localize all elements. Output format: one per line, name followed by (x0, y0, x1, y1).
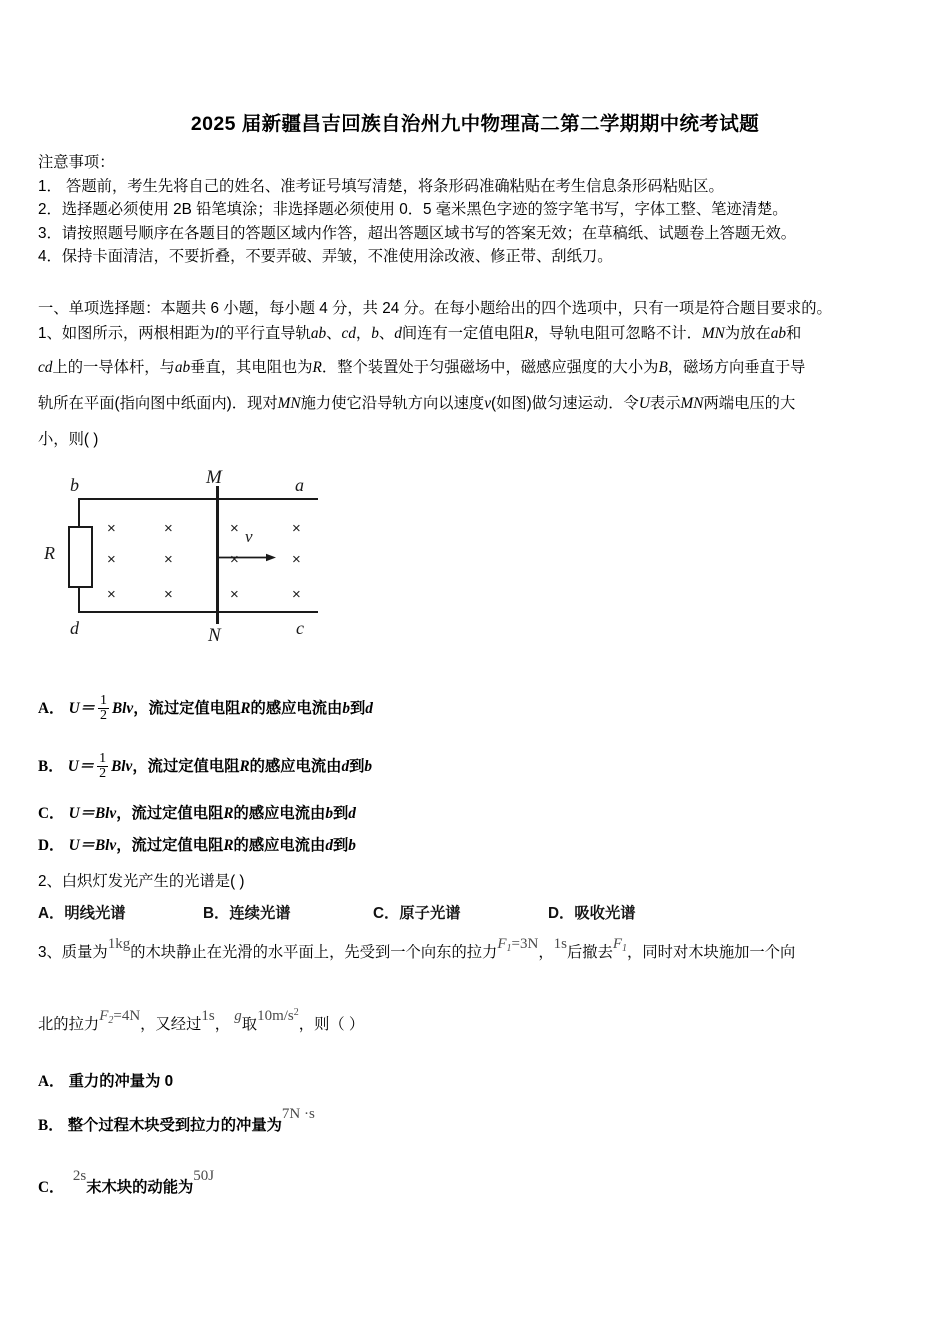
q3-F1-symbol: F (497, 936, 507, 952)
q3-g-value: 10m/s (257, 1008, 294, 1024)
figure-label-d: d (70, 618, 79, 638)
field-cross-icon: × (292, 551, 301, 568)
q1-t1: 如图所示，两根相距为 (61, 325, 215, 342)
q1-t3: 、 (326, 325, 342, 342)
opt-a-sym-R: R (240, 699, 251, 717)
q3-F2-subscript: 2 (108, 1015, 114, 1026)
question-1-stem-line-1 (38, 322, 801, 345)
q3-F1-value: =3N (511, 936, 539, 952)
notice-item-4: 4．保持卡面清洁，不要折叠，不要弄破、弄皱，不准使用涂改液、修正带、刮纸刀。 (38, 248, 613, 265)
question-3-option-c[interactable] (38, 1168, 215, 1197)
field-cross-icon: × (230, 520, 239, 537)
q1-sym-cd: cd (341, 325, 356, 342)
q1-sym-ab: ab (310, 325, 327, 342)
question-1-number: 1、 (38, 325, 62, 342)
opt-d-t3: 到 (332, 837, 349, 854)
q3-opt-a-label: A． (38, 1073, 65, 1090)
q1c-t2: 施力使它沿导轨方向以速度 (300, 395, 485, 412)
question-3-option-a[interactable] (38, 1069, 173, 1091)
q3-force1-expr (497, 936, 538, 952)
opt-a-eq-lhs: U＝ (68, 699, 95, 717)
field-cross-icon: × (230, 551, 239, 568)
notice-item-2: 2．选择题必须使用 2B 铅笔填涂；非选择题必须使用 0．5 毫米黑色字迹的签字笔书写，字体工整、笔迹清楚。 (38, 201, 788, 218)
question-1-stem-line-3 (38, 392, 795, 415)
fraction-denominator: 2 (99, 708, 107, 724)
fraction-one-half (97, 752, 108, 782)
q3-opt-a-text: 重力的冲量为 0 (68, 1073, 174, 1090)
q3-force1b-expr (613, 936, 627, 952)
question-3-option-b[interactable] (38, 1106, 315, 1135)
q1c-t5: 两端电压的大 (703, 395, 796, 412)
q1-sym-b: b (371, 325, 379, 342)
field-cross-icon: × (292, 586, 301, 603)
notice-block (38, 151, 918, 269)
option-b-label: B． (38, 757, 64, 775)
figure-label-v: v (245, 527, 253, 546)
q1b-sym-ab: ab (174, 359, 191, 376)
opt-b-from: d (341, 757, 350, 775)
opt-c-sym-R: R (223, 805, 234, 822)
question-2-option-b[interactable] (203, 901, 373, 923)
q3-time2-value: 1s (201, 1008, 215, 1024)
q3b-t4: 取 (241, 1016, 258, 1033)
opt-c-t1: ，流过定值电阻 (116, 805, 224, 822)
question-2-stem: 2、白炽灯发光产生的光谱是( ) (38, 873, 245, 890)
option-d-label: D． (38, 837, 65, 854)
q1c-sym-U: U (638, 395, 650, 412)
question-3-stem-line-2 (38, 1007, 365, 1038)
q1-t7: ，导轨电阻可忽略不计． (533, 325, 702, 342)
q2-opt-a-text: 明线光谱 (64, 905, 126, 922)
question-1-stem-line-2 (38, 356, 805, 379)
question-1-stem-line-4: 小，则( ) (38, 431, 99, 448)
notice-heading: 注意事项： (38, 154, 115, 171)
opt-d-from: d (325, 837, 333, 854)
q1b-sym-cd: cd (38, 359, 53, 376)
q1-sym-R: R (524, 325, 534, 342)
opt-b-t3: 到 (349, 757, 365, 775)
q1c-sym-MN2: MN (680, 395, 704, 412)
fraction-one-half (98, 694, 109, 724)
question-2-option-a[interactable] (38, 901, 203, 923)
q1-t9: 和 (786, 325, 802, 342)
q3b-t1: 北的拉力 (38, 1016, 100, 1033)
velocity-arrow-icon (216, 553, 276, 562)
q2-opt-b-text: 连续光谱 (229, 905, 291, 922)
figure-label-n: N (208, 625, 221, 646)
q1-sym-MN: MN (701, 325, 725, 342)
q1c-t4: 表示 (649, 395, 681, 412)
q1-t8: 为放在 (724, 325, 771, 342)
q3-mass-value: 1kg (107, 936, 131, 952)
field-cross-icon: × (230, 586, 239, 603)
field-cross-icon: × (164, 586, 173, 603)
opt-d-t1: ，流过定值电阻 (116, 837, 224, 854)
figure-label-c: c (296, 618, 304, 638)
q3-g-symbol: g (234, 1008, 242, 1024)
q1c-sym-v: v (484, 395, 491, 412)
rail-bottom-line (78, 611, 318, 613)
q1b-t2: 垂直，其电阻也为 (190, 359, 313, 376)
rail-top-line (78, 498, 318, 500)
question-3-stem-line-1 (38, 936, 796, 966)
opt-c-t2: 的感应电流由 (233, 805, 326, 822)
opt-d-eq-lhs: U＝ (68, 837, 95, 854)
fraction-numerator: 1 (99, 751, 107, 766)
q3-F1b-symbol: F (612, 936, 623, 952)
q2-opt-a-label: A． (38, 905, 65, 922)
question-2-option-d[interactable] (548, 901, 636, 923)
q3-t5: ，同时对木块施加一个向 (627, 944, 796, 961)
question-1-option-b[interactable] (38, 752, 372, 782)
opt-b-t2: 的感应电流由 (249, 757, 342, 775)
question-1-option-d[interactable] (38, 833, 356, 855)
opt-b-eq-lhs: U＝ (67, 757, 95, 775)
option-c-label: C． (38, 805, 65, 822)
q1-sym-l: l (214, 325, 220, 342)
opt-d-t2: 的感应电流由 (233, 837, 326, 854)
q2-opt-d-label: D． (548, 905, 575, 922)
opt-a-t3: 到 (349, 699, 366, 717)
q1-t6: 间连有一定值电阻 (401, 325, 525, 342)
opt-c-to: d (348, 805, 356, 822)
q3-F2-symbol: F (99, 1008, 109, 1024)
q3b-t5: ，则（ ） (298, 1016, 365, 1033)
q1b-sym-R: R (312, 359, 322, 376)
opt-b-t1: ，流过定值电阻 (132, 757, 240, 775)
figure-label-r: R (44, 543, 55, 563)
q3-opt-b-label: B． (38, 1117, 64, 1134)
q2-opt-d-text: 吸收光谱 (574, 905, 636, 922)
field-cross-icon: × (292, 520, 301, 537)
q3-F1b-subscript: 1 (622, 943, 628, 954)
opt-c-from: b (325, 805, 333, 822)
notice-item-3: 3．请按照题号顺序在各题目的答题区域内作答，超出答题区域书写的答案无效；在草稿纸、试题卷上答题无效。 (38, 224, 797, 242)
q1b-t4: ，磁场方向垂直于导 (667, 359, 806, 376)
q3-t2: 的木块静止在光滑的水平面上，先受到一个向东的拉力 (130, 944, 498, 961)
q1c-t3: (如图)做匀速运动．令 (490, 395, 639, 412)
field-cross-icon: × (107, 520, 116, 537)
q3b-t3: ， (214, 1016, 231, 1033)
fraction-numerator: 1 (99, 693, 107, 708)
opt-a-t1: ，流过定值电阻 (133, 699, 241, 717)
fraction-denominator: 2 (99, 766, 107, 782)
q3-opt-b-text: 整个过程木块受到拉力的冲量为 (67, 1117, 282, 1134)
q3-opt-c-energy-value: 50J (193, 1168, 215, 1184)
opt-b-sym-R: R (239, 757, 250, 775)
question-1-figure (40, 465, 370, 657)
field-cross-icon: × (164, 520, 173, 537)
q3-opt-c-text: 末木块的动能为 (86, 1179, 194, 1196)
field-cross-icon: × (164, 551, 173, 568)
q3-opt-c-label: C． (38, 1179, 65, 1196)
q1-t5: 、 (378, 325, 395, 342)
q1c-sym-MN: MN (277, 395, 301, 412)
opt-d-sym-R: R (223, 837, 234, 854)
q3-t1: 3、质量为 (38, 944, 108, 961)
question-2-option-c[interactable] (373, 901, 548, 923)
q3-t4: 后撤去 (566, 944, 613, 961)
opt-a-t2: 的感应电流由 (250, 699, 343, 717)
notice-item-1: 1． 答题前，考生先将自己的姓名、准考证号填写清楚，将条形码准确粘贴在考生信息条形码粘贴区。 (38, 177, 724, 195)
q1b-t1: 上的一导体杆，与 (52, 359, 175, 376)
q3-opt-b-impulse-value: 7N ·s (281, 1106, 315, 1122)
q1-sym-d: d (394, 325, 402, 342)
resistor-symbol (68, 526, 93, 588)
q3-F1-subscript: 1 (506, 943, 512, 954)
opt-a-to: d (365, 699, 373, 717)
opt-c-eq-rhs: Blv (94, 805, 117, 822)
q3-t3: ， (538, 944, 554, 961)
q2-opt-b-label: B． (203, 905, 230, 922)
q3-g-exponent: 2 (293, 1007, 299, 1018)
field-cross-icon: × (107, 586, 116, 603)
figure-label-b: b (70, 475, 79, 495)
field-cross-icon: × (107, 551, 116, 568)
q1-sym-ab2: ab (770, 325, 787, 342)
opt-a-eq-rhs: Blv (111, 699, 134, 717)
q3-opt-c-time-value: 2s (72, 1168, 87, 1184)
q2-opt-c-text: 原子光谱 (399, 905, 461, 922)
page-title: 2025 届新疆昌吉回族自治州九中物理高二第二学期期中统考试题 (190, 113, 760, 135)
opt-d-eq-rhs: Blv (94, 837, 117, 854)
q3-F2-value: =4N (113, 1008, 141, 1024)
q1c-t1: 轨所在平面(指向图中纸面内)．现对 (38, 395, 278, 412)
section-heading: 一、单项选择题：本题共 6 小题，每小题 4 分，共 24 分。在每小题给出的四个选项中，只有一项是符合题目要求的。 (38, 300, 832, 317)
question-1-option-c[interactable] (38, 801, 356, 823)
q1-t4: ， (355, 325, 372, 342)
opt-d-to: b (348, 837, 356, 854)
figure-label-a: a (295, 475, 304, 495)
q2-opt-c-label: C． (373, 905, 400, 922)
opt-c-eq-lhs: U＝ (68, 805, 95, 822)
q1-t2: 的平行直导轨 (219, 325, 311, 342)
q3-time1-value: 1s (553, 936, 567, 952)
question-2-options (38, 901, 636, 923)
q3b-t2: ，又经过 (140, 1016, 202, 1033)
figure-label-m: M (206, 467, 222, 488)
q3-g-value-expr (257, 1008, 299, 1024)
q1b-sym-B: B (658, 359, 668, 376)
question-1-option-a[interactable] (38, 694, 373, 724)
option-a-label: A． (38, 699, 65, 717)
opt-b-eq-rhs: Blv (111, 757, 133, 775)
q1b-t3: ．整个装置处于匀强磁场中，磁感应强度的大小为 (321, 359, 659, 376)
opt-a-from: b (342, 699, 350, 717)
q3-force2-expr (99, 1008, 140, 1024)
opt-c-t3: 到 (332, 805, 349, 822)
opt-b-to: b (364, 757, 373, 775)
